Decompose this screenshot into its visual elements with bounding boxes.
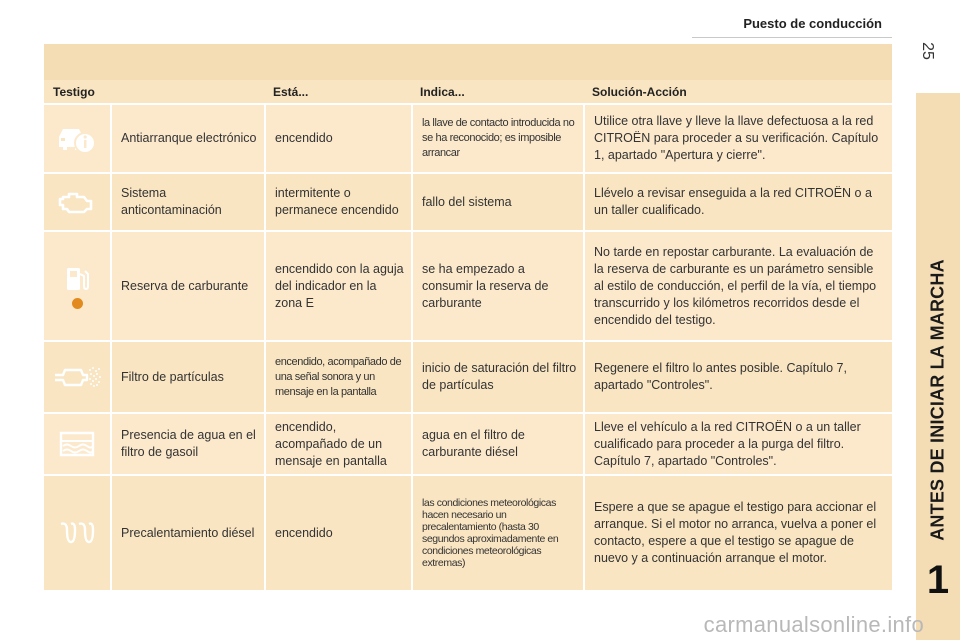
- chapter-number: 1: [926, 558, 950, 602]
- row-solution: Regenere el filtro lo antes posible. Capítulo 7, apartado "Controles".: [583, 342, 892, 412]
- row-indicates: se ha empezado a consumir la reserva de carburante: [411, 232, 583, 340]
- header-solucion: Solución-Acción: [592, 84, 687, 99]
- chapter-title: ANTES DE INICIAR LA MARCHA: [927, 259, 948, 541]
- row-indicates: las condiciones meteorológicas hacen necesario un precalentamiento (hasta 30 segundos aproximadamente en condiciones meteorológicas extremas): [411, 476, 583, 590]
- water-in-fuel-icon: [44, 414, 110, 474]
- warning-lights-table: [44, 44, 892, 590]
- row-state: encendido con la aguja del indicador en la zona E: [264, 232, 411, 340]
- table-header: [44, 80, 892, 105]
- glow-plug-icon: [44, 476, 110, 590]
- row-indicates: agua en el filtro de carburante diésel: [411, 414, 583, 474]
- table-row: [44, 105, 892, 174]
- header-testigo: Testigo: [53, 84, 95, 99]
- row-name: Reserva de carburante: [110, 232, 264, 340]
- row-solution: Llévelo a revisar enseguida a la red CITROËN o a un taller cualificado.: [583, 174, 892, 230]
- row-state: encendido, acompañado de un mensaje en pantalla: [264, 414, 411, 474]
- row-indicates: la llave de contacto introducida no se ha reconocido; es imposible arrancar: [411, 105, 583, 172]
- header-blank: [110, 80, 264, 103]
- fuel-pump-icon: [44, 232, 110, 340]
- row-name: Precalentamiento diésel: [110, 476, 264, 590]
- table-top-band: [44, 44, 892, 80]
- table-row: [44, 232, 892, 342]
- page-number: 25: [919, 42, 936, 60]
- amber-indicator-dot: [72, 298, 83, 309]
- row-state: encendido: [264, 105, 411, 172]
- table-row: [44, 476, 892, 590]
- row-solution: No tarde en repostar carburante. La evaluación de la reserva de carburante es un parámetro sensible al estilo de conducción, el perfil de la vía, el tiempo transcurrido y los kilómetros recorridos desde el encendido del testigo.: [583, 232, 892, 340]
- row-name: Presencia de agua en el filtro de gasoil: [110, 414, 264, 474]
- running-header-title: Puesto de conducción: [743, 16, 882, 31]
- watermark: carmanualsonline.info: [703, 612, 924, 637]
- table-row: [44, 174, 892, 232]
- row-indicates: inicio de saturación del filtro de partículas: [411, 342, 583, 412]
- table-row: [44, 342, 892, 414]
- row-name: Sistema anticontaminación: [110, 174, 264, 230]
- row-indicates: fallo del sistema: [411, 174, 583, 230]
- header-rule: [692, 37, 892, 38]
- row-state: encendido: [264, 476, 411, 590]
- header-esta: Está...: [273, 84, 309, 99]
- header-indica: Indica...: [420, 84, 465, 99]
- immobiliser-key-icon: [44, 105, 110, 172]
- particle-filter-icon: [44, 342, 110, 412]
- row-state: encendido, acompañado de una señal sonora y un mensaje en la pantalla: [264, 342, 411, 412]
- row-solution: Utilice otra llave y lleve la llave defectuosa a la red CITROËN para proceder a su verificación. Capítulo 1, apartado "Apertura y cierre".: [583, 105, 892, 172]
- row-solution: Espere a que se apague el testigo para accionar el arranque. Si el motor no arranca, vuelva a poner el contacto, espere a que el testigo se apague de nuevo y a continuación arranque el motor.: [583, 476, 892, 590]
- row-state: intermitente o permanece encendido: [264, 174, 411, 230]
- row-solution: Lleve el vehículo a la red CITROËN o a un taller cualificado para proceder a la purga del filtro. Capítulo 7, apartado "Controles".: [583, 414, 892, 474]
- engine-check-icon: [44, 174, 110, 230]
- row-name: Filtro de partículas: [110, 342, 264, 412]
- table-row: [44, 414, 892, 476]
- row-name: Antiarranque electrónico: [110, 105, 264, 172]
